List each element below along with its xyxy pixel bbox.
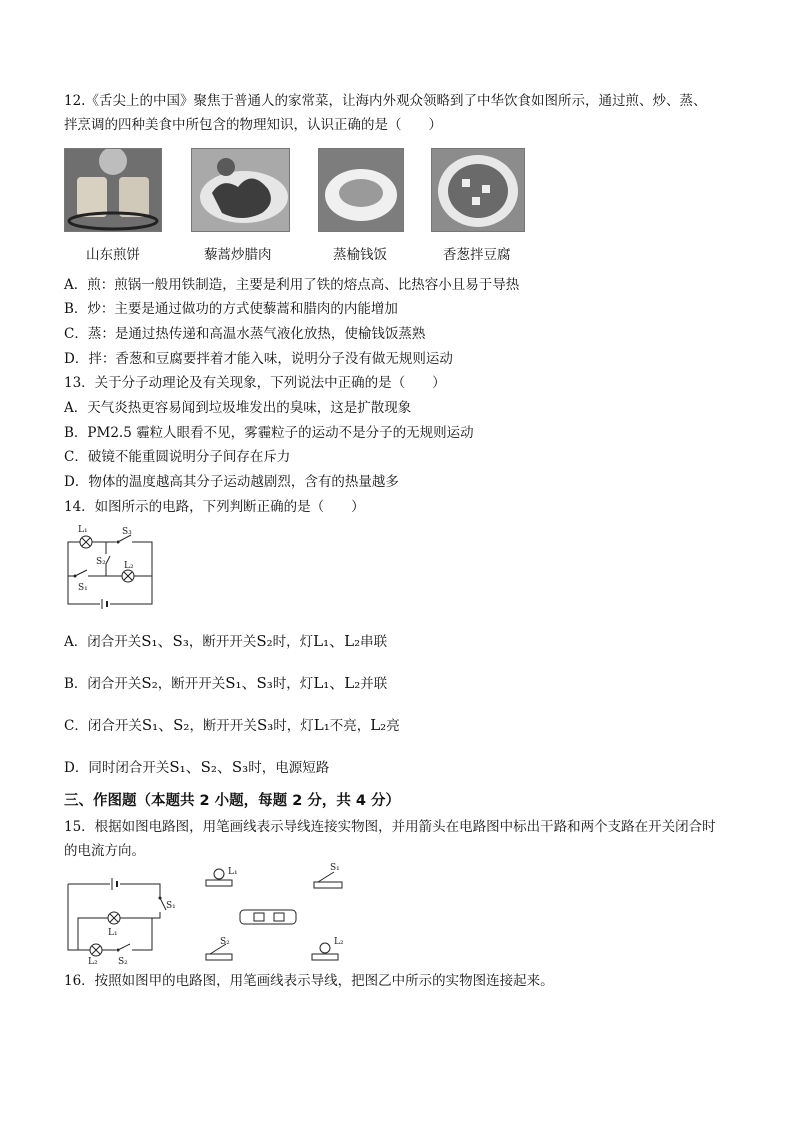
label-s2: S₂ (220, 937, 230, 947)
photo-stir-fry (191, 148, 290, 232)
battery-icon (110, 878, 120, 890)
q15-circuit-diagram (60, 868, 190, 968)
caption-tofu-salad: 香葱拌豆腐 (443, 247, 511, 263)
label-l1: L₁ (228, 867, 238, 877)
lamp-l1-icon (108, 912, 120, 924)
photo-tofu-salad (431, 148, 525, 232)
caption-stir-fry: 藜蒿炒腊肉 (204, 247, 272, 263)
photo-steamed-elm-rice (318, 148, 404, 232)
physical-switch-s1-icon (314, 872, 342, 888)
q14-option-a: A．闭合开关S₁、S₃，断开开关S₂时，灯L₁、L₂串联 (64, 632, 388, 650)
q12-option-b: B．炒：主要是通过做功的方式使藜蒿和腊肉的内能增加 (64, 301, 398, 317)
switch-s2-icon (116, 944, 132, 953)
switch-s1-icon (74, 570, 89, 579)
q13-option-c: C．破镜不能重圆说明分子间存在斥力 (64, 449, 291, 465)
lamp-l2-icon (122, 570, 134, 582)
label-s1: S₁ (166, 901, 176, 911)
q15-physical-components-right (300, 858, 360, 970)
q16-text: 16．按照如图甲的电路图，用笔画线表示导线，把图乙中所示的实物图连接起来。 (64, 973, 554, 989)
label-s2: S₂ (96, 557, 106, 567)
photo-shandong-pancake (64, 148, 162, 232)
label-s3: S₃ (122, 527, 132, 537)
q12-option-c: C．蒸：是通过热传递和高温水蒸气液化放热，使榆钱饭蒸熟 (64, 326, 426, 342)
q12-option-d: D．拌：香葱和豆腐要拌着才能入味，说明分子没有做无规则运动 (64, 351, 453, 367)
lamp-l2-icon (90, 944, 102, 956)
q15-line1: 15．根据如图电路图，用笔画线表示导线连接实物图，并用箭头在电路图中标出干路和两个支路在开关闭合时 (64, 819, 716, 835)
switch-s1-icon (159, 897, 167, 911)
q13-option-b: B．PM2.5 霾粒人眼看不见，雾霾粒子的运动不是分子的无规则运动 (64, 425, 474, 441)
switch-s2-icon (106, 542, 110, 576)
q14-stem: 14．如图所示的电路，下列判断正确的是（ ） (64, 499, 365, 515)
q14-circuit-diagram (60, 520, 170, 612)
label-l1: L₁ (78, 525, 88, 535)
q12-stem-line2: 拌烹调的四种美食中所包含的物理知识，认识正确的是（ ） (64, 117, 442, 133)
physical-battery-icon (240, 910, 296, 924)
q14-option-d: D．同时闭合开关S₁、S₂、S₃时，电源短路 (64, 758, 330, 776)
section-3-heading: 三、作图题（本题共 2 小题，每题 2 分，共 4 分） (64, 793, 401, 809)
q13-option-d: D．物体的温度越高其分子运动越剧烈，含有的热量越多 (64, 474, 399, 490)
q14-option-c: C．闭合开关S₁、S₂，断开开关S₃时，灯L₁不亮，L₂亮 (64, 716, 400, 734)
q14-option-b: B．闭合开关S₂，断开开关S₁、S₃时，灯L₁、L₂并联 (64, 674, 388, 692)
label-s1: S₁ (78, 583, 88, 593)
label-l1: L₁ (108, 928, 118, 938)
q12-option-a: A．煎：煎锅一般用铁制造，主要是利用了铁的熔点高、比热容小且易于导热 (64, 277, 520, 293)
caption-shandong-pancake: 山东煎饼 (86, 247, 140, 263)
q15-line2: 的电流方向。 (64, 843, 145, 859)
caption-steamed-elm-rice: 蒸榆钱饭 (333, 247, 387, 263)
lamp-l1-icon (80, 536, 92, 548)
label-l2: L₂ (124, 561, 134, 571)
q13-stem: 13．关于分子动理论及有关现象，下列说法中正确的是（ ） (64, 375, 446, 391)
label-l2: L₂ (88, 957, 98, 967)
label-s1: S₁ (330, 863, 340, 873)
q13-option-a: A．天气炎热更容易闻到垃圾堆发出的臭味，这是扩散现象 (64, 400, 412, 416)
battery-icon (100, 598, 110, 610)
label-l2: L₂ (334, 937, 344, 947)
label-s2: S₂ (118, 957, 128, 967)
q12-stem-line1: 12.《舌尖上的中国》聚焦于普通人的家常菜，让海内外观众领略到了中华饮食如图所示，通过煎、炒、蒸、 (64, 93, 707, 109)
